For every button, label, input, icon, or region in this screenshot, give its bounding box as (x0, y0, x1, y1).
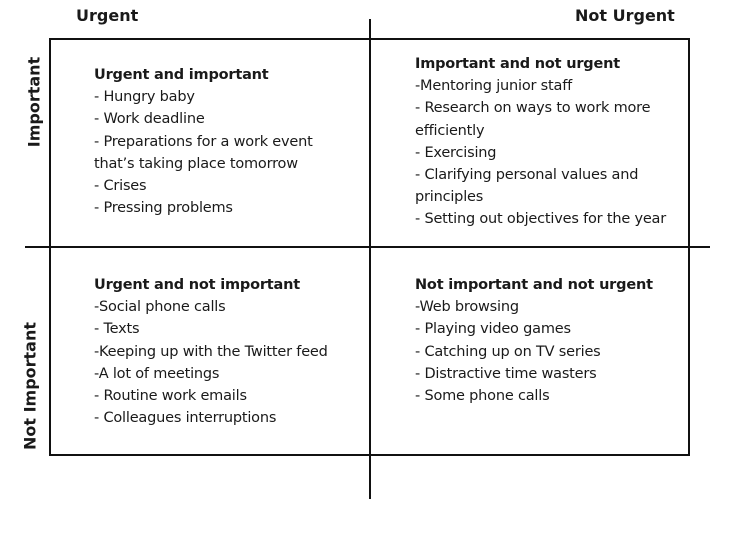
list-item: - Research on ways to work more (415, 100, 651, 117)
list-item: -A lot of meetings (94, 365, 220, 382)
list-item: -Mentoring junior staff (415, 78, 573, 95)
quadrant-title: Important and not urgent (415, 56, 620, 72)
list-item: - Crises (94, 178, 147, 195)
list-item: efficiently (415, 122, 485, 139)
quadrant-list (94, 86, 313, 219)
list-item: - Distractive time wasters (415, 365, 597, 382)
horizontal-divider (25, 246, 710, 248)
list-item: -Social phone calls (94, 299, 226, 316)
quadrant-list (415, 296, 653, 407)
list-item: - Colleagues interruptions (94, 410, 277, 427)
vertical-divider (369, 19, 371, 499)
quadrant-important-not-urgent (415, 53, 666, 231)
list-item: - Setting out objectives for the year (415, 211, 667, 228)
list-item: principles (415, 189, 484, 206)
quadrant-title: Not important and not urgent (415, 277, 653, 293)
list-item: - Preparations for a work event (94, 133, 313, 150)
quadrant-urgent-not-important (94, 274, 328, 429)
quadrant-not-important-not-urgent (415, 274, 653, 407)
quadrant-title: Urgent and not important (94, 277, 300, 293)
list-item: that’s taking place tomorrow (94, 155, 298, 172)
list-item: - Some phone calls (415, 388, 550, 405)
list-item: - Pressing problems (94, 200, 233, 217)
quadrant-list (94, 296, 328, 429)
quadrant-urgent-important (94, 64, 313, 219)
list-item: - Texts (94, 321, 140, 338)
list-item: -Web browsing (415, 299, 519, 316)
list-item: - Catching up on TV series (415, 343, 601, 360)
list-item: - Work deadline (94, 111, 205, 128)
axis-label-important: Important (24, 56, 44, 148)
list-item: - Routine work emails (94, 388, 247, 405)
list-item: -Keeping up with the Twitter feed (94, 343, 328, 360)
list-item: - Clarifying personal values and (415, 167, 639, 184)
quadrant-list (415, 75, 666, 230)
list-item: - Hungry baby (94, 89, 195, 106)
axis-label-urgent: Urgent (76, 6, 139, 25)
axis-label-not-important: Not Important (20, 321, 40, 451)
quadrant-title: Urgent and important (94, 67, 269, 83)
list-item: - Exercising (415, 144, 497, 161)
axis-label-not-urgent: Not Urgent (575, 6, 675, 25)
list-item: - Playing video games (415, 321, 571, 338)
